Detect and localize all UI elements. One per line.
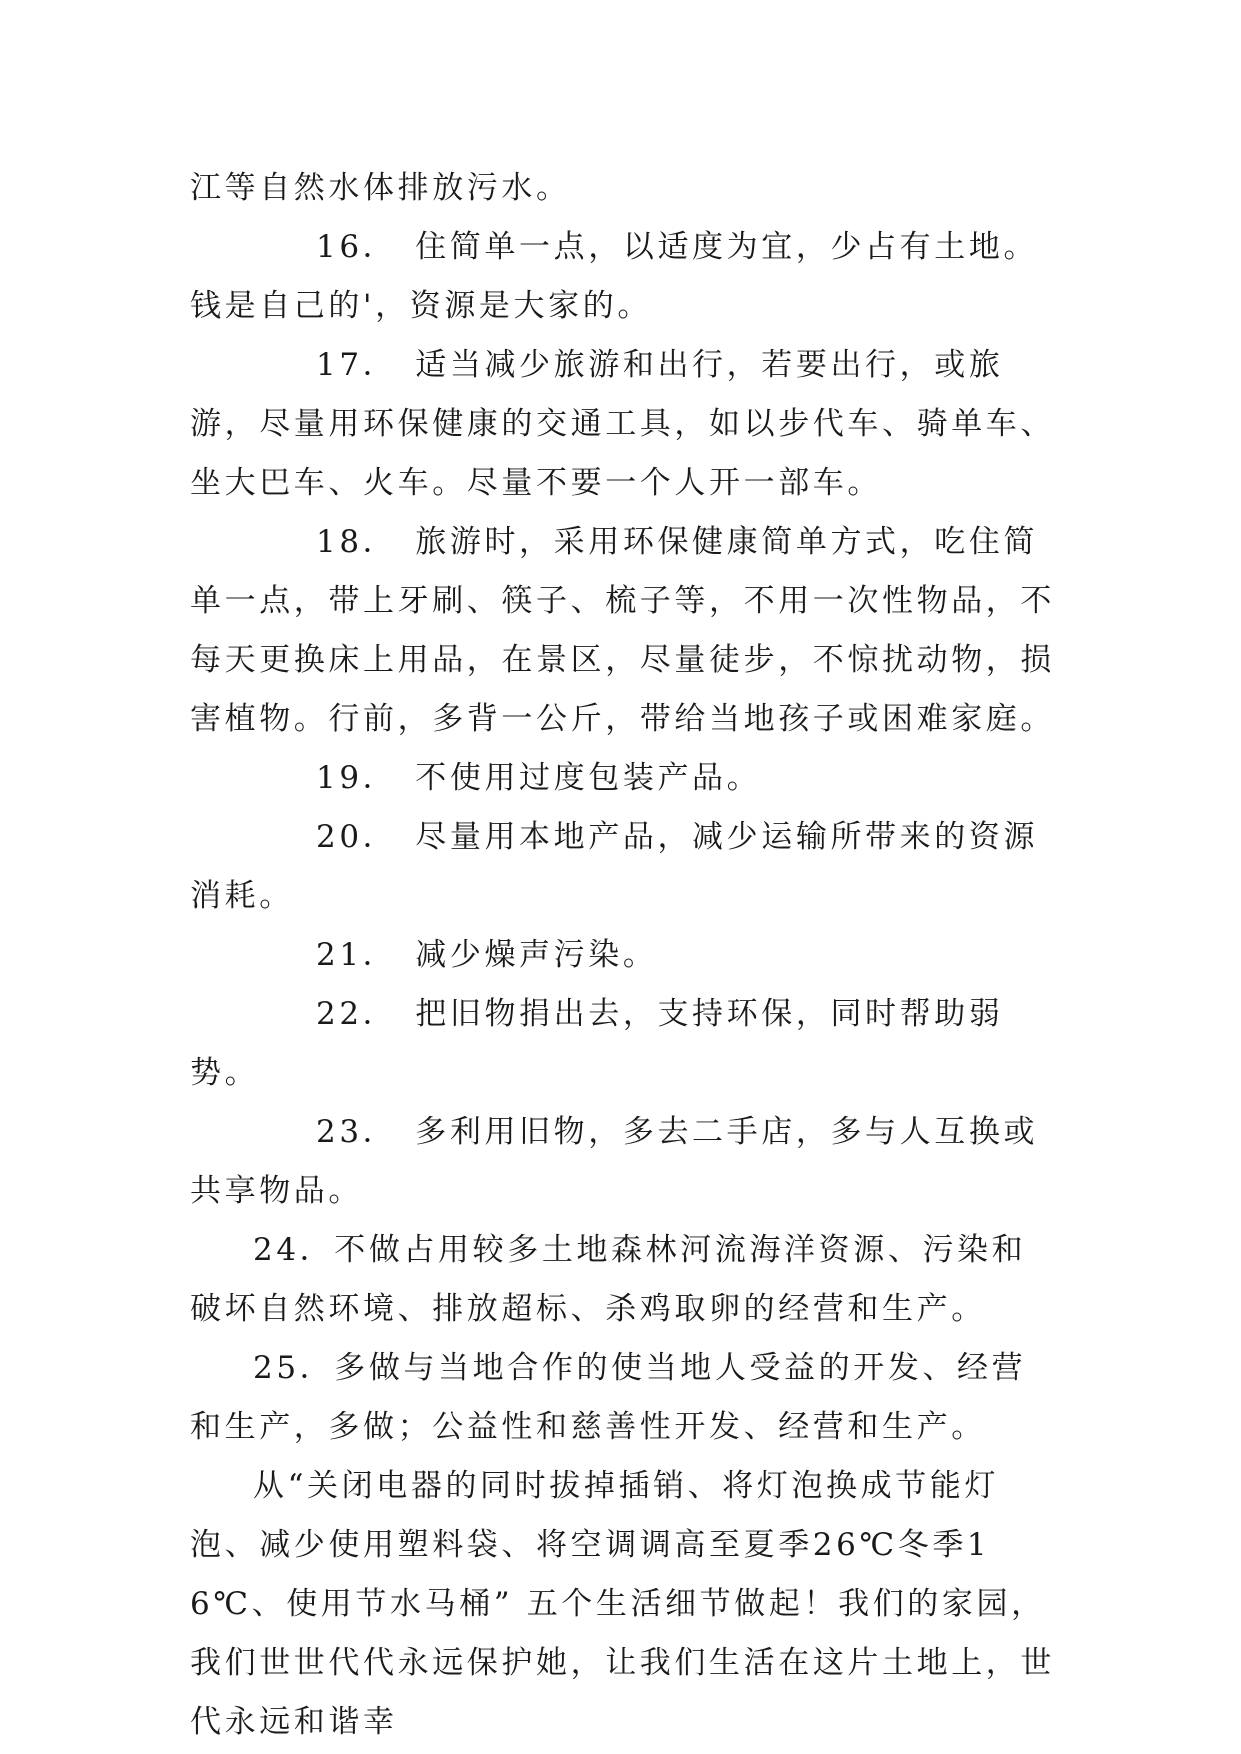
- list-item-18: [190, 513, 1060, 749]
- list-item-text: 24．不做占用较多土地森林河流海洋资源、污染和破坏自然环境、排放超标、杀鸡取卵的经营和生产。: [190, 1232, 1027, 1327]
- list-item-text: 住简单一点，以适度为宜，少占有土地。钱是自己的'，资源是大家的。: [190, 229, 1039, 324]
- list-item-number: 19．: [316, 760, 398, 796]
- paragraph-continuation: [190, 159, 1060, 218]
- list-item-22: [190, 985, 1060, 1103]
- list-item-number: 21．: [316, 937, 398, 973]
- closing-paragraph: [190, 1457, 1060, 1752]
- list-item-number: 22．: [316, 996, 398, 1032]
- list-item-19: [190, 749, 1060, 808]
- list-item-16: [190, 218, 1060, 336]
- list-item-number: 20．: [316, 819, 398, 855]
- list-item-23: [190, 1103, 1060, 1221]
- list-item-17: [190, 336, 1060, 513]
- document-body: [190, 159, 1060, 1752]
- list-item-21: [190, 926, 1060, 985]
- list-item-text: 25．多做与当地合作的使当地人受益的开发、经营和生产，多做；公益性和慈善性开发、经营和生产。: [190, 1350, 1027, 1445]
- list-item-20: [190, 808, 1060, 926]
- list-item-25: [190, 1339, 1060, 1457]
- list-item-text: 适当减少旅游和出行，若要出行，或旅游，尽量用环保健康的交通工具，如以步代车、骑单车、坐大巴车、火车。尽量不要一个人开一部车。: [190, 347, 1055, 501]
- list-item-text: 尽量用本地产品，减少运输所带来的资源消耗。: [190, 819, 1039, 914]
- list-item-text: 旅游时，采用环保健康简单方式，吃住简单一点，带上牙刷、筷子、梳子等，不用一次性物品，不每天更换床上用品，在景区，尽量徒步，不惊扰动物，损害植物。行前，多背一公斤，带给当地孩子或困难家庭。: [190, 524, 1055, 737]
- list-item-text: 多利用旧物，多去二手店，多与人互换或共享物品。: [190, 1114, 1039, 1209]
- paragraph-text: 江等自然水体排放污水。: [190, 170, 571, 206]
- list-item-24: [190, 1221, 1060, 1339]
- list-item-number: 16．: [316, 229, 398, 265]
- list-item-number: 17．: [316, 347, 398, 383]
- list-item-text: 不使用过度包装产品。: [415, 760, 762, 796]
- list-item-number: 23．: [316, 1114, 398, 1150]
- list-item-number: 18．: [316, 524, 398, 560]
- paragraph-text: 从“关闭电器的同时拔掉插销、将灯泡换成节能灯泡、减少使用塑料袋、将空调调高至夏季26℃冬季16℃、使用节水马桶” 五个生活细节做起！我们的家园，我们世世代代永远保护她，让我们生活在这片土地上，世代永远和谐幸: [190, 1468, 1055, 1740]
- list-item-text: 减少燥声污染。: [415, 937, 658, 973]
- list-item-text: 把旧物捐出去，支持环保，同时帮助弱势。: [190, 996, 1004, 1091]
